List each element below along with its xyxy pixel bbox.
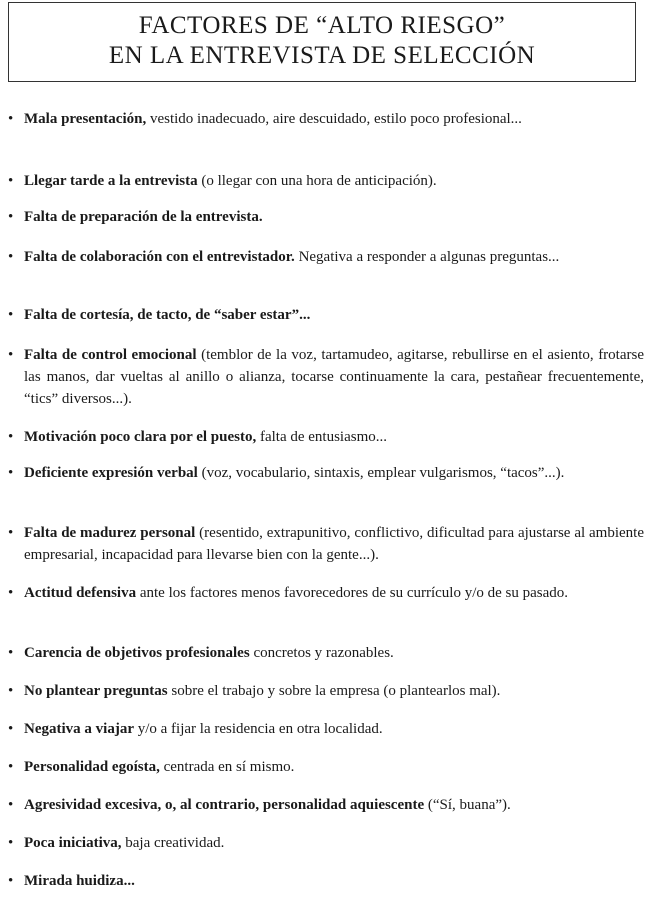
item-bold: Poca iniciativa, [24, 835, 122, 851]
bullet-icon: • [8, 585, 14, 601]
item-rest: ante los factores menos favorecedores de su currículo y/o de su pasado. [136, 585, 569, 601]
list-item [8, 718, 644, 740]
item-rest: (temblor de la voz, tartamudeo, agitarse, rebullirse en el asiento, frotarse las manos, dar vueltas al anillo o alianza, tocarse continuamente la cara, pestañear frecuentemente, “tics” diversos...). [24, 347, 644, 407]
list-item [8, 680, 644, 702]
item-text [24, 426, 644, 448]
list-item [8, 462, 644, 484]
item-text [24, 794, 644, 816]
bullet-icon: • [8, 465, 14, 481]
item-rest: centrada en sí mismo. [159, 759, 295, 775]
item-bold: Falta de preparación de la entrevista. [24, 209, 263, 225]
bullet-icon: • [8, 249, 14, 265]
bullet-icon: • [8, 525, 14, 541]
list-item [8, 344, 644, 410]
list-item [8, 756, 644, 778]
item-bold: Falta de madurez personal [24, 525, 196, 541]
item-bold: Carencia de objetivos profesionales [24, 645, 250, 661]
item-bold: Negativa a viajar [24, 721, 134, 737]
item-bold: Agresividad excesiva, o, al contrario, personalidad aquiescente [24, 797, 425, 813]
bullet-icon: • [8, 173, 14, 189]
item-bold: Mirada huidiza... [24, 873, 135, 889]
item-text [24, 344, 644, 410]
item-rest: (“Sí, buana”). [424, 797, 511, 813]
list-item [8, 108, 644, 130]
item-rest: vestido inadecuado, aire descuidado, estilo poco profesional... [146, 111, 522, 127]
item-rest: (resentido, extrapunitivo, conflictivo, dificultad para ajustarse al ambiente empresarial, incapacidad para llevarse bien con la gente...). [24, 525, 644, 563]
item-rest: (voz, vocabulario, sintaxis, emplear vulgarismos, “tacos”...). [197, 465, 565, 481]
bullet-icon: • [8, 307, 14, 323]
item-text [24, 522, 644, 566]
list-item [8, 642, 644, 664]
item-rest: concretos y razonables. [249, 645, 394, 661]
item-bold: Motivación poco clara por el puesto, [24, 429, 257, 445]
bullet-icon: • [8, 645, 14, 661]
item-text [24, 756, 644, 778]
bullet-icon: • [8, 835, 14, 851]
item-bold: Personalidad egoísta, [24, 759, 160, 775]
item-rest: (o llegar con una hora de anticipación). [197, 173, 437, 189]
list-item [8, 582, 644, 604]
item-text [24, 170, 644, 192]
item-rest: Negativa a responder a algunas preguntas... [294, 249, 560, 265]
list-item [8, 170, 644, 192]
bullet-icon: • [8, 759, 14, 775]
item-text [24, 642, 644, 664]
bullet-icon: • [8, 429, 14, 445]
bullet-icon: • [8, 111, 14, 127]
item-bold: Falta de cortesía, de tacto, de “saber estar”... [24, 307, 311, 323]
item-text [24, 680, 644, 702]
item-text [24, 246, 644, 268]
bullet-icon: • [8, 683, 14, 699]
item-text [24, 832, 644, 854]
list-item [8, 304, 644, 326]
list-item [8, 206, 644, 228]
bullet-icon: • [8, 873, 14, 889]
list-item [8, 832, 644, 854]
item-rest: sobre el trabajo y sobre la empresa (o plantearlos mal). [167, 683, 501, 699]
list-item [8, 522, 644, 566]
item-text [24, 462, 644, 484]
title-line-1: FACTORES DE “ALTO RIESGO” [138, 12, 506, 39]
item-rest: baja creatividad. [121, 835, 225, 851]
item-bold: Deficiente expresión verbal [24, 465, 198, 481]
item-text [24, 304, 644, 326]
list-item [8, 870, 644, 892]
bullet-icon: • [8, 347, 14, 363]
item-bold: Llegar tarde a la entrevista [24, 173, 198, 189]
bullet-icon: • [8, 209, 14, 225]
item-bold: Falta de colaboración con el entrevistador. [24, 249, 295, 265]
bullet-icon: • [8, 797, 14, 813]
list-item [8, 794, 644, 816]
list-item [8, 426, 644, 448]
item-text [24, 870, 644, 892]
item-bold: No plantear preguntas [24, 683, 168, 699]
list-item [8, 246, 644, 268]
item-text [24, 206, 644, 228]
title-line-2: EN LA ENTREVISTA DE SELECCIÓN [108, 42, 536, 69]
item-rest: falta de entusiasmo... [256, 429, 387, 445]
item-text [24, 718, 644, 740]
item-bold: Mala presentación, [24, 111, 147, 127]
item-text [24, 108, 644, 130]
item-text [24, 582, 644, 604]
bullet-icon: • [8, 721, 14, 737]
item-bold: Actitud defensiva [24, 585, 137, 601]
item-rest: y/o a fijar la residencia en otra localidad. [133, 721, 383, 737]
item-bold: Falta de control emocional [24, 347, 197, 363]
